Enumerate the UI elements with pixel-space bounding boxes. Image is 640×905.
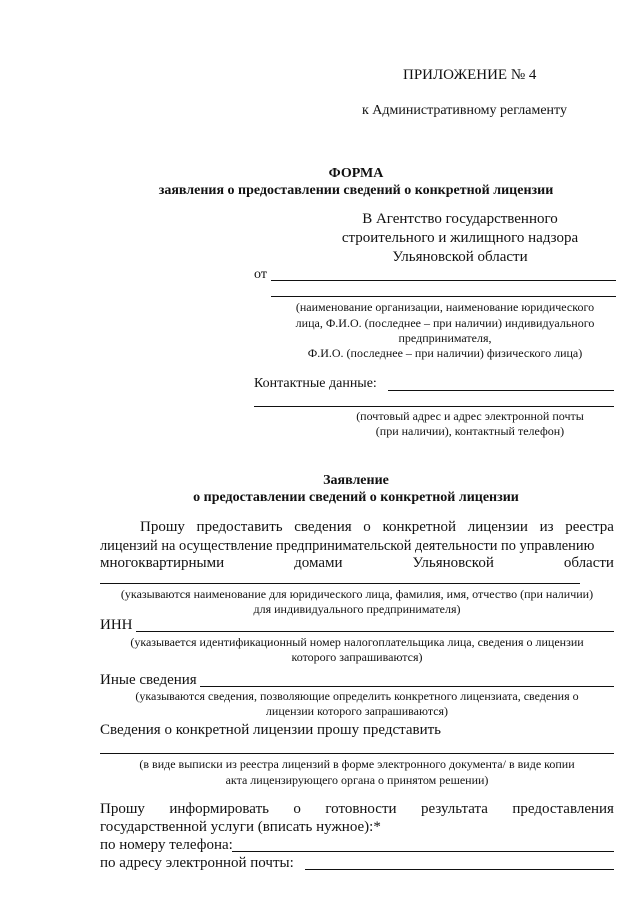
from-hint-4: Ф.И.О. (последнее – при наличии) физического лица) [307, 346, 583, 360]
inform-line-1 [100, 802, 614, 817]
word: Прошу [140, 519, 185, 535]
inn-hint-1: (указывается идентификационный номер налогоплательщика лица, сведения о лицензии [130, 635, 584, 649]
provide-field[interactable] [100, 753, 614, 754]
applicant-hint-1: (указываются наименование для юридического лица, фамилия, имя, отчество (при наличии) [120, 587, 594, 601]
provide-label: Сведения о конкретной лицензии прошу представить [100, 722, 442, 738]
other-info-field[interactable] [200, 686, 614, 687]
from-label: от [254, 267, 267, 282]
from-hint-2: лица, Ф.И.О. (последнее – при наличии) индивидуального [295, 316, 595, 330]
word: предоставления [512, 801, 614, 817]
word: предоставить [196, 519, 283, 535]
provide-hint-2: акта лицензирующего органа о принятом решении) [225, 773, 489, 787]
addressee-line-3: Ульяновской области [392, 249, 528, 265]
provide-hint-1: (в виде выписки из реестра лицензий в форме электронного документа/ в виде копии [139, 757, 575, 771]
form-title: ФОРМА [328, 166, 384, 181]
inn-hint-2: которого запрашиваются) [291, 650, 423, 664]
statement-title: Заявление [323, 473, 389, 488]
from-hint-3: предпринимателя, [398, 331, 492, 345]
contacts-field-line-1[interactable] [388, 390, 614, 391]
word: сведения [294, 519, 352, 535]
word: о [363, 519, 371, 535]
contacts-hint-2: (при наличии), контактный телефон) [375, 424, 565, 438]
word: домами [294, 555, 343, 571]
from-field-line-1[interactable] [271, 280, 616, 281]
phone-field[interactable] [232, 851, 614, 852]
inn-field[interactable] [136, 631, 614, 632]
word: лицензии [467, 519, 528, 535]
addressee-line-1: В Агентство государственного [362, 211, 558, 227]
word: многоквартирными [100, 555, 225, 571]
other-info-label: Иные сведения [100, 672, 197, 688]
appendix-number: ПРИЛОЖЕНИЕ № 4 [403, 67, 537, 83]
statement-subtitle: о предоставлении сведений о конкретной лицензии [193, 490, 519, 505]
word: области [563, 555, 614, 571]
contacts-field-line-2[interactable] [254, 406, 614, 407]
inn-label: ИНН [100, 617, 133, 633]
statement-paragraph-line-2: лицензий на осуществление предпринимательской деятельности по управлению [100, 538, 595, 554]
form-subtitle: заявления о предоставлении сведений о конкретной лицензии [158, 183, 554, 198]
addressee-line-2: строительного и жилищного надзора [341, 230, 579, 246]
from-hint-1: (наименование организации, наименование юридического [295, 300, 595, 314]
word: реестра [565, 519, 614, 535]
inform-line-2: государственной услуги (вписать нужное):* [100, 819, 381, 835]
other-info-hint-2: лицензии которого запрашиваются) [265, 704, 449, 718]
email-field[interactable] [305, 869, 614, 870]
from-field-line-2[interactable] [271, 296, 616, 297]
word: результата [421, 801, 488, 817]
word: из [539, 519, 554, 535]
applicant-hint-2: для индивидуального предпринимателя) [253, 602, 461, 616]
phone-label: по номеру телефона: [100, 837, 233, 853]
statement-paragraph-line-3 [100, 556, 614, 571]
word: о [293, 801, 301, 817]
email-label: по адресу электронной почты: [100, 855, 294, 871]
other-info-hint-1: (указываются сведения, позволяющие определить конкретного лицензиата, сведения о [135, 689, 579, 703]
reglament-reference: к Административному регламенту [362, 103, 567, 118]
contacts-label: Контактные данные: [254, 376, 377, 391]
word: информировать [169, 801, 269, 817]
applicant-name-field[interactable] [100, 583, 580, 584]
contacts-hint-1: (почтовый адрес и адрес электронной почты [356, 409, 584, 423]
word: конкретной [382, 519, 457, 535]
word: готовности [325, 801, 397, 817]
word: Ульяновской [412, 555, 494, 571]
word: Прошу [100, 801, 145, 817]
statement-paragraph-line-1 [140, 520, 614, 535]
